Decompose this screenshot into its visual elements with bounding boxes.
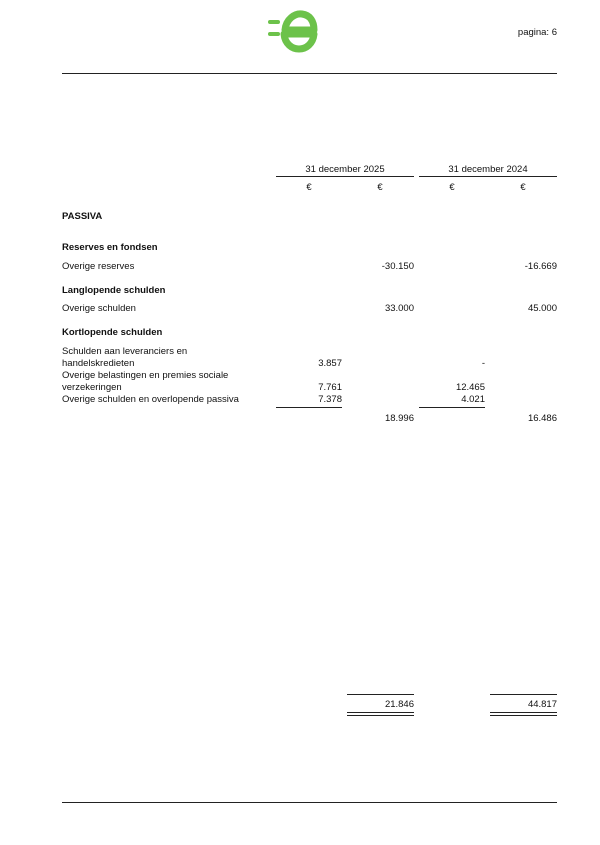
- total-2025-value: 33.000: [384, 303, 414, 314]
- sub-2024-value: 4.021: [461, 394, 485, 405]
- grand-total-double-rule: [347, 715, 414, 716]
- long-term-heading: Langlopende schulden: [62, 285, 166, 296]
- sub-2025-value: 7.378: [318, 394, 342, 405]
- column-heading-2024: 31 december 2024: [448, 164, 528, 175]
- short-term-total-2025: 18.996: [384, 413, 414, 424]
- column-heading-2025: 31 december 2025: [305, 164, 385, 175]
- green-e-logo-icon: [268, 4, 320, 54]
- grand-total-double-rule: [490, 715, 557, 716]
- currency-symbol: €: [449, 182, 455, 193]
- column-heading-2025-rule: [276, 176, 414, 177]
- header-rule: [62, 73, 557, 74]
- total-2024-value: -16.669: [524, 261, 557, 272]
- short-term-total-2024: 16.486: [527, 413, 557, 424]
- sub-2025-value: 7.761: [318, 382, 342, 393]
- row-label: Overige belastingen en premies sociale: [62, 370, 229, 381]
- currency-symbol: €: [306, 182, 312, 193]
- reserves-heading: Reserves en fondsen: [62, 242, 158, 253]
- section-title: PASSIVA: [62, 211, 103, 222]
- grand-total-rule-top: [490, 694, 557, 695]
- row-label: handelskredieten: [62, 358, 135, 369]
- grand-total-2024: 44.817: [527, 699, 557, 710]
- column-heading-2024-rule: [419, 176, 557, 177]
- grand-total-double-rule: [347, 712, 414, 713]
- grand-total-rule-top: [347, 694, 414, 695]
- currency-symbol: €: [377, 182, 383, 193]
- sub-2024-value: -: [481, 358, 485, 369]
- row-label: Overige reserves: [62, 261, 135, 272]
- row-label: Overige schulden en overlopende passiva: [62, 394, 239, 405]
- total-2025-value: -30.150: [381, 261, 414, 272]
- row-label: verzekeringen: [62, 382, 122, 393]
- sub-2025-value: 3.857: [318, 358, 342, 369]
- total-2024-value: 45.000: [527, 303, 557, 314]
- grand-total-double-rule: [490, 712, 557, 713]
- sub-2024-value: 12.465: [455, 382, 485, 393]
- subtotal-rule: [419, 407, 485, 408]
- footer-rule: [62, 802, 557, 803]
- subtotal-rule: [276, 407, 342, 408]
- page-number: pagina: 6: [517, 27, 557, 38]
- row-label: Overige schulden: [62, 303, 136, 314]
- short-term-heading: Kortlopende schulden: [62, 327, 163, 338]
- currency-symbol: €: [520, 182, 526, 193]
- grand-total-2025: 21.846: [384, 699, 414, 710]
- row-label: Schulden aan leveranciers en: [62, 346, 188, 357]
